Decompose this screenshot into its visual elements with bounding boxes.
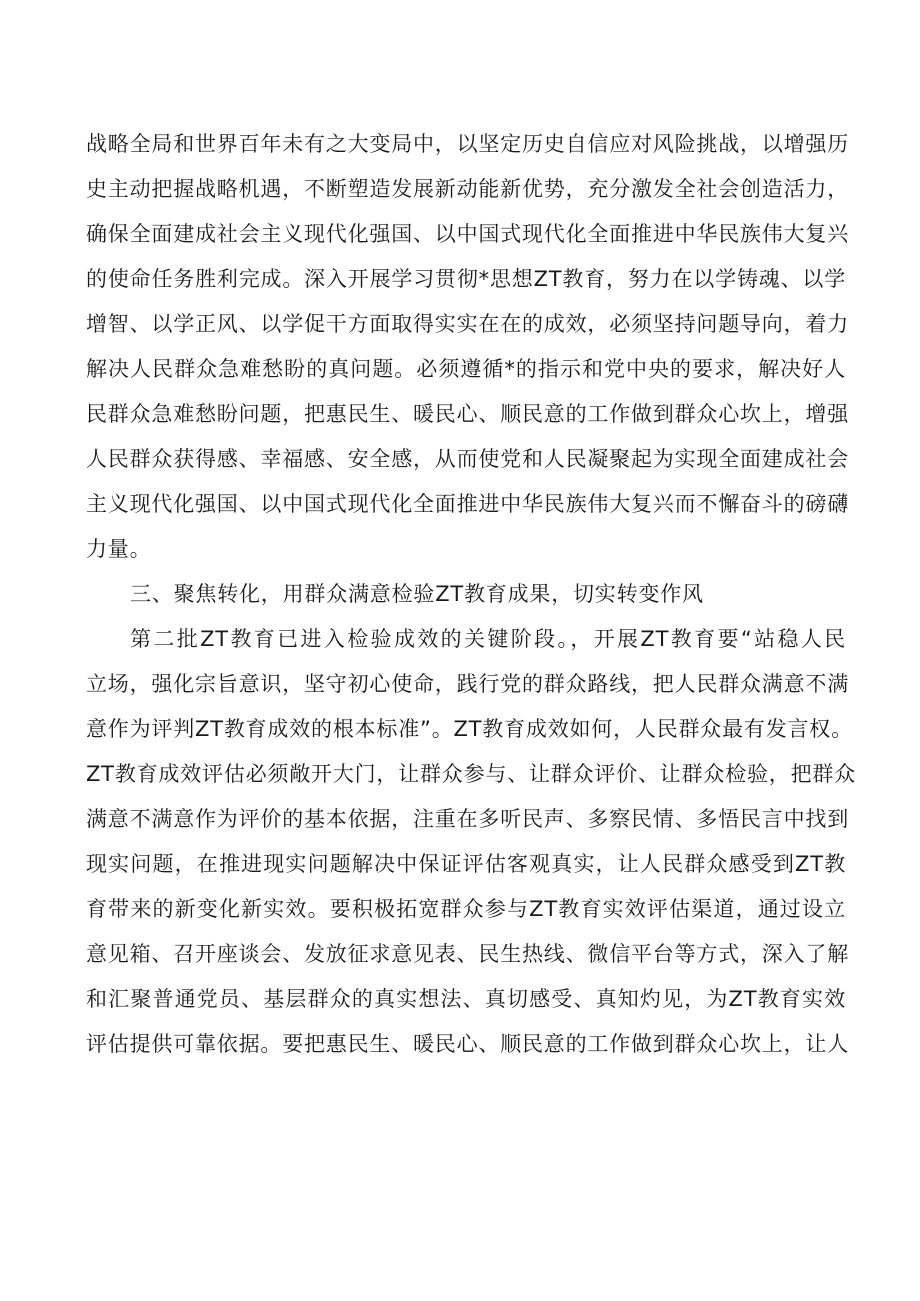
paragraph-line: 满意不满意作为评价的基本依据，注重在多听民声、多察民情、多悟民言中找到 xyxy=(86,807,849,831)
paragraph-line: 解决人民群众急难愁盼的真问题。必须遵循*的指示和党中央的要求，解决好人 xyxy=(86,357,846,381)
paragraph-line: 人民群众获得感、幸福感、安全感，从而使党和人民凝聚起为实现全面建成社会 xyxy=(86,447,849,471)
paragraph-line: 立场，强化宗旨意识，坚守初心使命，践行党的群众路线，把人民群众满意不满 xyxy=(86,672,849,696)
paragraph-line: 意见箱、召开座谈会、发放征求意见表、民生热线、微信平台等方式，深入了解 xyxy=(86,942,849,966)
paragraph-line: 育带来的新变化新实效。要积极拓宽群众参与ZT教育实效评估渠道，通过设立 xyxy=(86,897,846,921)
paragraph-line: 战略全局和世界百年未有之大变局中，以坚定历史自信应对风险挑战，以增强历 xyxy=(86,132,849,156)
paragraph-line: ZT教育成效评估必须敞开大门，让群众参与、让群众评价、让群众检验，把群众 xyxy=(86,762,857,786)
paragraph-line: 确保全面建成社会主义现代化强国、以中国式现代化全面推进中华民族伟大复兴 xyxy=(86,222,849,246)
paragraph-line: 意作为评判ZT教育成效的根本标准”。ZT教育成效如何，人民群众最有发言权。 xyxy=(86,717,853,741)
paragraph-line: 现实问题，在推进现实问题解决中保证评估客观真实，让人民群众感受到ZT教 xyxy=(86,852,846,876)
paragraph-line: 评估提供可靠依据。要把惠民生、暖民心、顺民意的工作做到群众心坎上，让人 xyxy=(86,1032,849,1056)
paragraph-line: 和汇聚普通党员、基层群众的真实想法、真切感受、真知灼见，为ZT教育实效 xyxy=(86,987,846,1011)
paragraph-line: 增智、以学正风、以学促干方面取得实实在在的成效，必须坚持问题导向，着力 xyxy=(86,312,849,336)
section-heading: 三、聚焦转化，用群众满意检验ZT教育成果，切实转变作风 xyxy=(130,582,704,606)
paragraph-line: 民群众急难愁盼问题，把惠民生、暖民心、顺民意的工作做到群众心坎上，增强 xyxy=(86,402,849,426)
paragraph-line: 的使命任务胜利完成。深入开展学习贯彻*思想ZT教育，努力在以学铸魂、以学 xyxy=(86,267,846,291)
paragraph-line: 第二批ZT教育已进入检验成效的关键阶段。，开展ZT教育要“站稳人民 xyxy=(130,627,846,651)
paragraph-line: 史主动把握战略机遇，不断塑造发展新动能新优势，充分激发全社会创造活力， xyxy=(86,177,849,201)
paragraph-line: 力量。 xyxy=(86,537,152,561)
paragraph-line: 主义现代化强国、以中国式现代化全面推进中华民族伟大复兴而不懈奋斗的磅礴 xyxy=(86,492,849,516)
